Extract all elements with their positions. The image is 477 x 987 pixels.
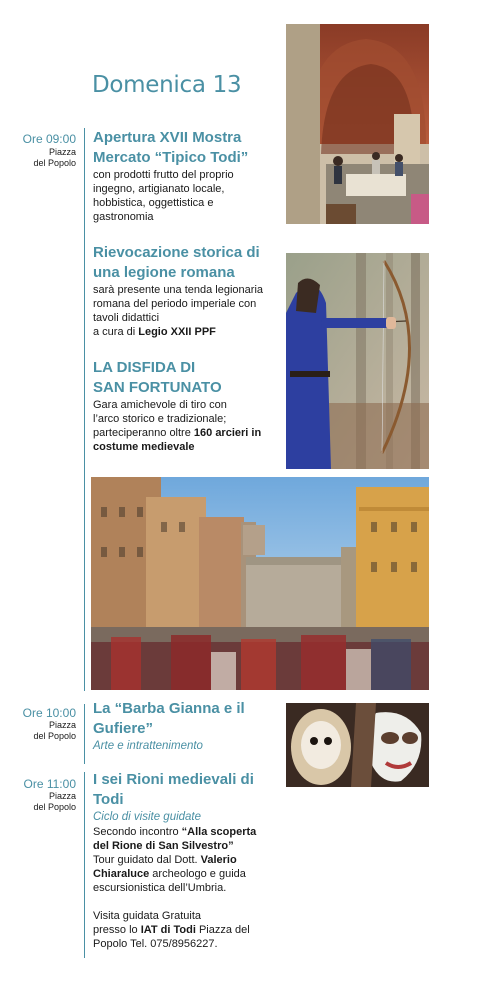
event-place: Piazza del Popolo [33,147,76,168]
event-title: Apertura XVII Mostra Mercato “Tipico Todi” [93,129,249,166]
event-title: LA DISFIDA DI SAN FORTUNATO [93,359,222,396]
archer-photo [286,253,429,469]
event-place: Piazza del Popolo [33,791,76,812]
piazza-crowd-photo [91,477,429,690]
owl-mask-photo [286,703,429,787]
event-time: Ore 11:00 [23,777,76,791]
event-subtitle: Arte e intrattenimento [93,740,203,752]
timeline-line [84,704,85,764]
event-barba-gianna [93,699,283,754]
timeline-line [84,128,85,691]
event-place: Piazza del Popolo [33,720,76,741]
market-arcade-photo [286,24,429,224]
event-description: con prodotti frutto del proprio ingegno, artigianato locale, hobbistica, oggettistica e gastronomia [93,169,234,223]
event-legione-romana [93,243,283,339]
event-mostra-mercato [93,128,283,224]
event-title: Rievocazione storica di una legione romana [93,244,260,281]
event-time: Ore 10:00 [22,706,76,720]
event-time: Ore 09:00 [22,132,76,146]
timeline-line [84,772,85,958]
event-title: La “Barba Gianna e il Gufiere” [93,700,245,737]
day-title: Domenica 13 [92,72,242,98]
event-subtitle: Ciclo di visite guidate [93,811,202,823]
event-description: Secondo incontro “Alla scoperta del Rione di San Silvestro” Tour guidato dal Dott. Valerio Chiaraluce archeologo e guida escursionistica dell’Umbria. Visita guidata Gratuita presso lo IAT di Todi Piazza del Popolo Tel. 075/8956227. [93,826,257,950]
event-rioni [93,770,283,951]
event-title: I sei Rioni medievali di Todi [93,771,254,808]
event-description: Gara amichevole di tiro con l’arco storico e tradizionale; parteciperanno oltre 160 arcieri in costume medievale [93,399,262,453]
event-disfida [93,358,283,454]
event-description: sarà presente una tenda legionaria romana del periodo imperiale con tavoli didattici a cura di Legio XXII PPF [93,284,264,338]
